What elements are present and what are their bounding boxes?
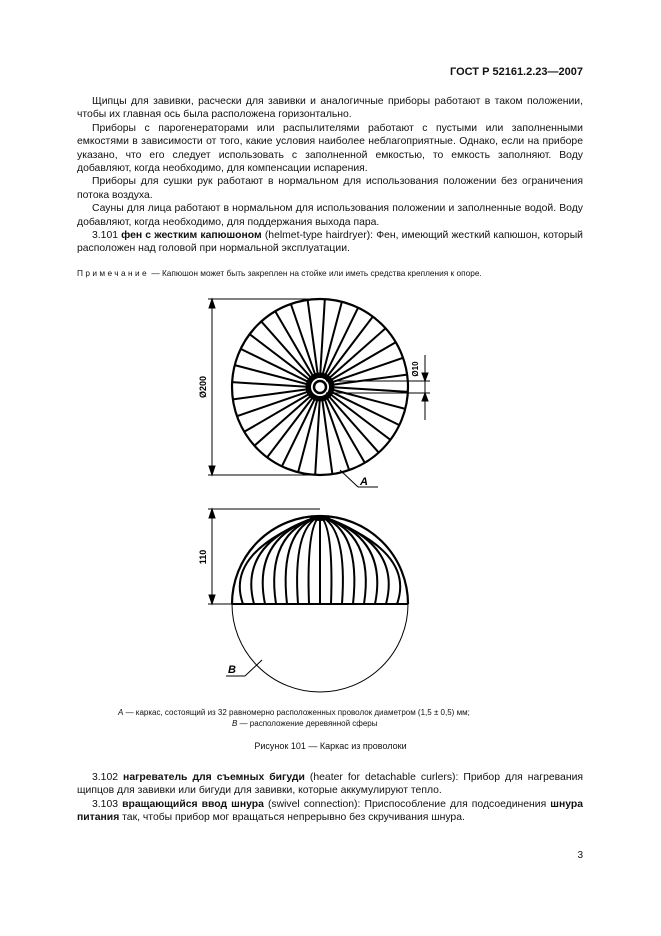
paragraph-curling-tongs: Щипцы для завивки, расчески для завивки и аналогичные приборы работают в таком положении, чтобы их главная ось была расположена горизонтально. <box>77 96 583 121</box>
clause-3-101: 3.101 фен с жестким капюшоном (helmet-type hairdryer): Фен, имеющий жесткий капюшон, который расположен над головой при нормальной эксплуатации. <box>77 230 583 255</box>
clause-3-102: 3.102 нагреватель для съемных бигуди (heater for detachable curlers): Прибор для нагревания щипцов для завивки или бигуди для завивки, которые аккумулируют тепло. <box>77 772 583 797</box>
label-b: B <box>228 664 236 676</box>
label-a: A <box>360 476 368 488</box>
note-text: — Капюшон может быть закреплен на стойке или иметь средства крепления к опоре. <box>149 268 482 278</box>
term-helmet-hairdryer: фен с жестким капюшоном <box>121 230 262 242</box>
term-supply-cord: шнура питания <box>77 798 584 824</box>
hub-ring <box>308 375 332 399</box>
body-text-bottom <box>77 771 583 825</box>
dome-ribs <box>240 515 400 604</box>
page-number: 3 <box>577 850 583 861</box>
wire-rib <box>320 516 377 604</box>
term-curler-heater: нагреватель для съемных бигуди <box>123 772 305 783</box>
legend-b: B — расположение деревянной сферы <box>232 719 378 728</box>
wire-rib <box>320 516 331 604</box>
leader-a <box>340 470 358 487</box>
clause-3-103: 3.103 вращающийся ввод шнура (swivel connection): Приспособление для подсоединения шнура питания так, чтобы прибор мог вращаться непрерывно без скручивания шнура. <box>77 798 584 824</box>
dim-diameter-label: Ø200 <box>198 375 208 399</box>
dome-top-cap <box>310 515 330 521</box>
wire-rib <box>309 516 320 604</box>
figure-title: Рисунок 101 — Каркас из проволоки <box>254 741 407 751</box>
dim-hole-label: Ø10 <box>411 361 420 377</box>
side-view-drawing <box>232 515 408 692</box>
wire-rib <box>263 516 320 604</box>
dim-height-label: 110 <box>198 549 208 565</box>
paragraph-facial-saunas: Сауны для лица работают в нормальном для использования положении и заполненные водой. Воду добавляют, когда необходимо, для поддержания выхода пара. <box>77 203 583 228</box>
note-label: Примечание <box>77 268 150 278</box>
paragraph-steam-generators: Приборы с парогенераторами или распылителями работают с пустыми или заполненными емкостями в зависимости от того, какие условия наиболее неблагоприятные. Однако, если на приборе указано, что его следует использовать с заполненной емкостью, то емкость заполняют. Воду добавляют, когда необходимо, для компенсации испарения. <box>77 122 583 175</box>
top-view-drawing <box>232 299 408 475</box>
center-hole <box>314 381 326 393</box>
standard-header: ГОСТ Р 52161.2.23—2007 <box>449 66 583 78</box>
wooden-sphere-outline <box>232 604 408 692</box>
outer-ring <box>232 299 408 475</box>
term-swivel-connection: вращающийся ввод шнура <box>122 798 264 810</box>
legend-a: A — каркас, состоящий из 32 равномерно расположенных проволок диаметром (1,5 ± 0,5) мм; <box>118 708 470 717</box>
paragraph-hand-dryers: Приборы для сушки рук работают в нормальном для использования положении без ограничения потока воздуха. <box>77 176 583 201</box>
